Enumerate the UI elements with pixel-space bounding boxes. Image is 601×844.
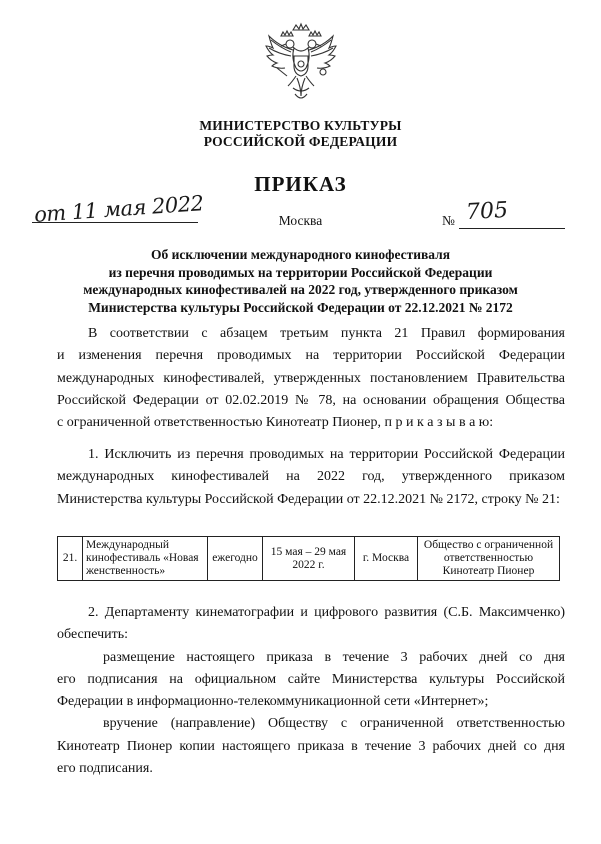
item-1-line: 1. Исключить из перечня проводимых на территории Российской Федерации bbox=[88, 447, 565, 462]
city-cell: г. Москва bbox=[355, 537, 418, 581]
document-type-heading: ПРИКАЗ bbox=[254, 172, 347, 196]
item-2-line: Кинотеатр Пионер копии настоящего приказа в течение 3 рабочих дней со дня bbox=[57, 738, 565, 754]
number-underline bbox=[459, 228, 565, 229]
item-1-line: Министерства культуры Российской Федерации от 22.12.2021 № 2172, строку № 21: bbox=[57, 491, 560, 507]
title-line: международных кинофестивалей на 2022 год, утвержденного приказом bbox=[83, 282, 518, 297]
title-line: Об исключении международного кинофестиваля bbox=[150, 247, 451, 262]
organizer-cell: Общество с ограниченной ответственностью Кинотеатр Пионер bbox=[418, 537, 560, 581]
item-2-line: 2. Департаменту кинематографии и цифрового развития (С.Б. Максимченко) bbox=[88, 605, 565, 620]
document-title bbox=[40, 246, 561, 316]
ministry-name bbox=[0, 118, 601, 149]
ministry-line-1: МИНИСТЕРСТВО КУЛЬТУРЫ bbox=[199, 118, 402, 133]
item-2-line: его подписания. bbox=[57, 761, 153, 777]
item-2-line: его подписания на официальном сайте Министерства культуры Российской bbox=[57, 671, 565, 687]
item-2-line: Федерации в информационно-телекоммуникационной сети «Интернет»; bbox=[57, 694, 489, 710]
item-2-line: вручение (направление) Обществу с ограниченной ответственностью bbox=[103, 716, 565, 732]
item-1-paragraph bbox=[57, 444, 565, 511]
festival-name-cell: Международный кинофестиваль «Новая женственность» bbox=[83, 537, 208, 581]
city-label: Москва bbox=[278, 213, 323, 228]
item-2-paragraph bbox=[57, 602, 565, 780]
number-sign: № bbox=[442, 213, 455, 228]
row-number-cell: 21. bbox=[58, 537, 83, 581]
coat-of-arms-emblem bbox=[263, 22, 339, 110]
handwritten-date: от 11 мая 2022 bbox=[33, 191, 205, 227]
table-row bbox=[58, 537, 560, 581]
preamble-line: В соответствии с абзацем третьим пункта 21 Правил формирования bbox=[88, 326, 565, 341]
handwritten-number: 705 bbox=[465, 197, 509, 226]
preamble-paragraph bbox=[57, 323, 565, 434]
preamble-line: Российской Федерации от 02.02.2019 № 78, на основании обращения Общества bbox=[57, 392, 565, 408]
item-2-line: размещение настоящего приказа в течение 3 рабочих дней со дня bbox=[103, 649, 565, 665]
dates-cell: 15 мая – 29 мая 2022 г. bbox=[263, 537, 355, 581]
title-line: из перечня проводимых на территории Российской Федерации bbox=[108, 264, 493, 280]
ministry-line-2: РОССИЙСКОЙ ФЕДЕРАЦИИ bbox=[203, 133, 398, 149]
preamble-line: с ограниченной ответственностью Кинотеатр Пионер, п р и к а з ы в а ю: bbox=[57, 415, 494, 431]
preamble-line: международных кинофестивалей, утвержденных постановлением Правительства bbox=[57, 370, 565, 386]
frequency-cell: ежегодно bbox=[208, 537, 263, 581]
title-line: Министерства культуры Российской Федерации от 22.12.2021 № 2172 bbox=[88, 299, 513, 315]
preamble-line: и изменения перечня проводимых на территории Российской Федерации bbox=[57, 348, 565, 364]
item-2-line: обеспечить: bbox=[57, 627, 128, 643]
item-1-line: международных кинофестивалей на 2022 год, утвержденного приказом bbox=[57, 469, 565, 485]
festival-table bbox=[57, 536, 560, 581]
